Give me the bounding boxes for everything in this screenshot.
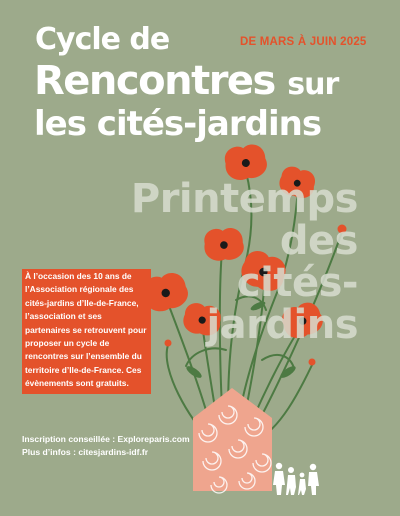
description-box: À l’occasion des 10 ans de l’Association régionale des cités-jardins d’Ile-de-France, l’association et ses partenaires se retrouvent pour proposer un cycle de rencontres sur l’ensemble du territoire d’Ile-de-France. Ces évènements sont gratuits. — [22, 269, 151, 394]
title-rencontres: Rencontres — [34, 58, 275, 104]
inscription-link[interactable]: Inscription conseillée : Exploreparis.com — [22, 434, 190, 444]
title-line-2 — [34, 58, 338, 104]
family-silhouette-icon — [273, 463, 319, 495]
event-name-line: cités- — [236, 260, 358, 306]
poppy-bud-icon — [309, 359, 316, 366]
event-name-line: jardins — [206, 302, 358, 348]
title-sur: sur — [287, 67, 339, 102]
event-dates: DE MARS À JUIN 2025 — [240, 36, 367, 48]
links — [22, 433, 190, 459]
event-name-line: des — [279, 218, 358, 264]
title-line-3: les cités-jardins — [34, 104, 322, 144]
event-name-line: Printemps — [130, 176, 358, 222]
title-line-1: Cycle de — [35, 22, 170, 57]
infos-link[interactable]: Plus d’infos : citesjardins-idf.fr — [22, 447, 149, 457]
